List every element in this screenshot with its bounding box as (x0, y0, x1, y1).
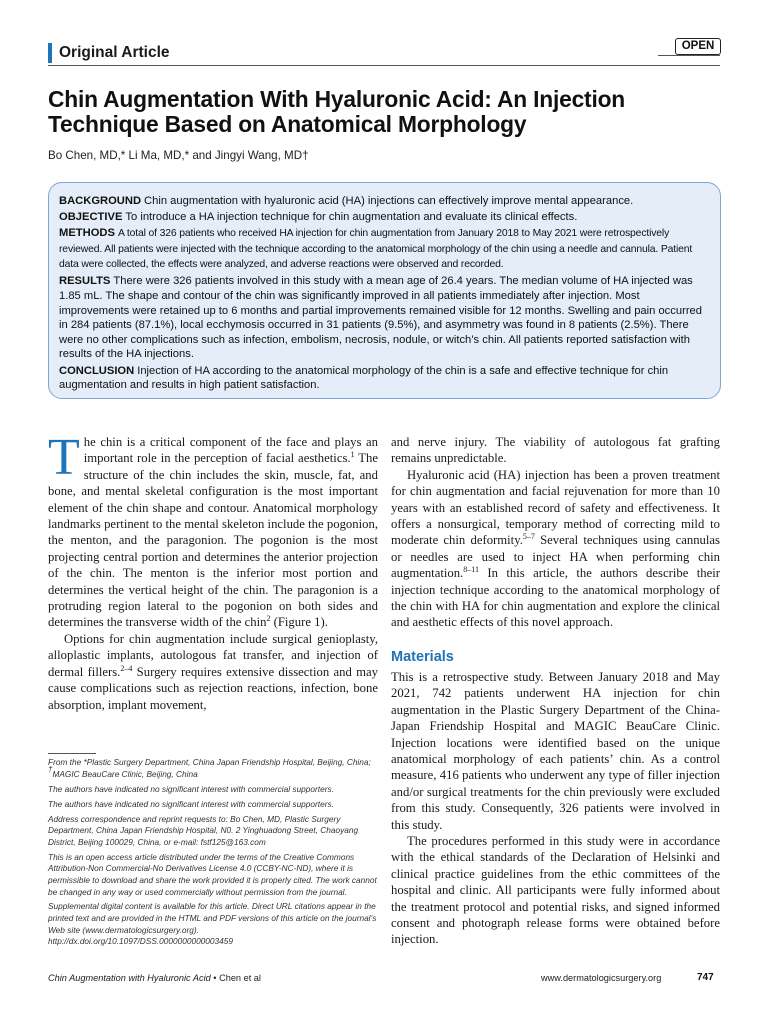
abstract-text: There were 326 patients involved in this study with a mean age of 26.4 years. The median volume of HA injected was 1.85 mL. The shape and contour of the chin was significantly improved in all patients immediately after injection. Most improvements were retained up to 6 months and partial improvements remained visible for 12 months. Swelling and pain occurred in 284 patients (87.1%), local ecchymosis occurred in 31 patients (9.5%), and asymmetry was found in 8 patients (2.5%). There were no other complications such as infection, embolism, necrosis, nodule, or witch’s chin. All patients reported satisfaction with results of the HA injections. (59, 275, 702, 361)
paragraph-text: Options for chin augmentation include surgical genioplasty, alloplastic implants, autologous fat transfer, and injection of dermal fillers. (48, 631, 378, 679)
doi-link[interactable]: http://dx.doi.org/10.1097/DSS.0000000000003459 (48, 936, 233, 947)
abstract-text: To introduce a HA injection technique for chin augmentation and evaluate its clinical effects. (125, 211, 578, 224)
footer-separator: • (213, 973, 217, 983)
drop-cap: T (48, 429, 80, 486)
footnote-text: MAGIC BeauCare Clinic, Beijing, China (52, 768, 198, 779)
section-heading-materials: Materials (391, 648, 454, 665)
running-title: Chin Augmentation with Hyaluronic Acid (48, 973, 211, 983)
paragraph-text: (Figure 1). (270, 615, 328, 630)
citation[interactable]: 2 (266, 614, 271, 624)
abstract-label: METHODS (59, 227, 115, 240)
abstract-methods (59, 226, 710, 273)
abstract-text: A total of 326 patients who received HA injection for chin augmentation from January 2018 to May 2021 were retrospectively reviewed. All patients were injected with the technique according to the anatomical morphology of the chin using a needle and cannula. Patient data were collected, the effects were analyzed, and adverse reactions were observed and recorded. (59, 228, 693, 271)
abstract-results (59, 274, 710, 362)
footnote-marker: † (48, 764, 53, 774)
abstract-label: BACKGROUND (59, 195, 142, 207)
abstract-text: Chin augmentation with hyaluronic acid (HA) injections can effectively improve mental appearance. (144, 195, 634, 207)
header-divider (48, 65, 720, 66)
citation[interactable]: 8–11 (463, 565, 479, 575)
paragraph-text: Hyaluronic acid (HA) injection has been a proven treatment for chin augmentation and facial rejuvenation for more than 10 years with an established record of safety and effectiveness. It offers a nonsurgical, temporary method of correcting mild to moderate chin deformity. (391, 467, 720, 548)
abstract-label: CONCLUSION (59, 364, 135, 377)
paragraph-text: In this article, the authors describe their injection technique according to the anatomical morphology of the chin with HA for chin augmentation and explore the clinical and aesthetic effects of this novel approach. (391, 566, 720, 630)
abstract-objective (59, 210, 710, 225)
intro-paragraph-3 (391, 467, 720, 631)
header-rule (658, 55, 720, 56)
footnote-interest: The authors have indicated no significant interest with commercial supporters. (48, 798, 334, 809)
running-footer (48, 973, 261, 983)
right-column (391, 434, 720, 948)
materials-paragraph-2: The procedures performed in this study were in accordance with the ethical standards of the Declaration of Helsinki and clinical practice guidelines from the ethic committees of the hospital and clinic. All participants were fully informed about the treatment protocol and potential risks, and signed informed consent and photograph release forms were obtained before injection. (391, 833, 720, 947)
abstract-conclusion (59, 364, 710, 393)
intro-paragraph-2 (48, 631, 378, 713)
footnote-license: This is an open access article distributed under the terms of the Creative Commons Attribution-Non Commercial-No Derivatives License 4.0 (CCBY-NC-ND), where it is permissible to download and share the work provided it is properly cited. The work cannot be changed in any way or used commercially without permission from the journal. (48, 851, 377, 897)
paragraph-text: Surgery requires extensive dissection and may cause complications such as rejection reactions, infection, bone absorption, implant movement, (48, 664, 379, 712)
intro-paragraph-1 (48, 429, 378, 631)
abstract-text: Injection of HA according to the anatomical morphology of the chin is a safe and effective technique for chin augmentation and results in high patient satisfaction. (59, 364, 669, 392)
footnote-text: From the *Plastic Surgery Department, China Japan Friendship Hospital, Beijing, China; (48, 757, 371, 767)
section-label: Original Article (48, 43, 170, 63)
paragraph-text: The structure of the chin includes the skin, muscle, fat, and bone, and mental skeletal configuration is the most important element of the chin shape and contour. Anatomical morphology landmarks pertinent to the mental skeleton include the pogonion, the menton, and the paragonion. The pogonion is the most projecting central portion and determines the anterior projection of the chin. The menton is the inferior most portion and determines the vertical height of the chin. The paragonion is a protruding region lateral to the pogonion on both sides and determines the transverse width of the chin (48, 451, 378, 630)
page-number: 747 (697, 972, 714, 983)
citation[interactable]: 1 (350, 450, 355, 460)
footnote-divider (48, 753, 96, 754)
footnote-supplemental: Supplemental digital content is available for this article. Direct URL citations appear in the printed text and are provided in the HTML and PDF versions of this article on the journal’s Web site (www.dermatologicsurgery.org). (48, 901, 377, 935)
footnotes (48, 757, 378, 948)
footnote-interest: The authors have indicated no significant interest with commercial supporters. (48, 783, 334, 794)
abstract-background (59, 194, 710, 209)
intro-paragraph-2-continued (391, 434, 720, 467)
author-list: Bo Chen, MD,* Li Ma, MD,* and Jingyi Wang, MD† (48, 149, 309, 162)
left-column (48, 429, 379, 713)
footnote-correspondence: Address correspondence and reprint requests to: Bo Chen, MD, Plastic Surgery Department, China Japan Friendship Hospital, N0. 2 Yinghuadong Street, Chaoyang District, Beijing 100029, China, or e-mail: fstf125@163.com (48, 813, 359, 847)
footnote-affiliation (48, 757, 378, 780)
abstract-label: OBJECTIVE (59, 211, 123, 224)
abstract-label: RESULTS (59, 275, 111, 288)
citation[interactable]: 5–7 (522, 532, 535, 542)
abstract-box (48, 182, 721, 399)
materials-paragraph-1: This is a retrospective study. Between January 2018 and May 2021, 742 patients underwent HA injection for chin augmentation in the Plastic Surgery Department of the China-Japan Friendship Hospital and MAGIC BeauCare Clinic. Injection locations were identified based on the unique anatomical morphology of each patients’ chin. As a control measure, 416 patients who underwent any type of filler injection and/or surgical treatments for the chin previously were excluded from this study. Consequently, 326 patients were involved in this study. (391, 669, 720, 832)
paragraph-text: he chin is a critical component of the face and plays an important role in the perception of facial aesthetics. (83, 435, 378, 466)
journal-url[interactable]: www.dermatologicsurgery.org (541, 973, 662, 983)
open-access-badge: OPEN (675, 38, 721, 55)
paragraph-text: Several techniques using cannulas or needles are used to inject HA when performing chin augmentation. (391, 533, 720, 581)
paragraph-text: and nerve injury. The viability of autologous fat grafting remains unpredictable. (391, 435, 720, 466)
citation[interactable]: 2–4 (120, 663, 133, 673)
article-title: Chin Augmentation With Hyaluronic Acid: An Injection Technique Based on Anatomical Morphology (48, 86, 626, 137)
running-authors: Chen et al (219, 973, 261, 983)
